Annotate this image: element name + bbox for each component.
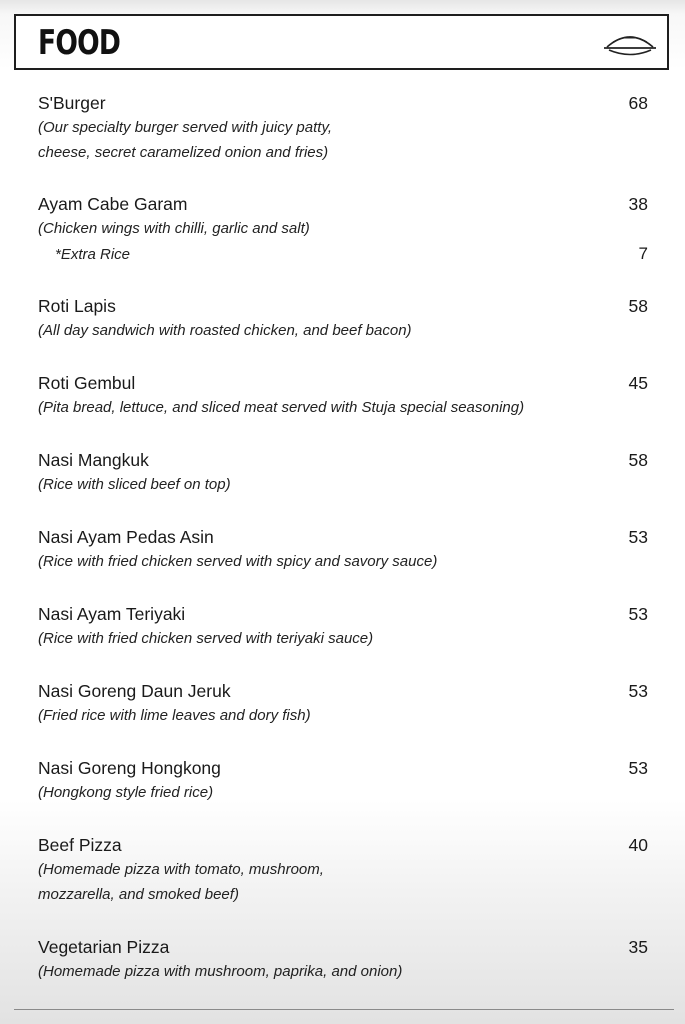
item-name: Nasi Goreng Hongkong — [38, 758, 221, 778]
item-description: cheese, secret caramelized onion and fries) — [38, 144, 329, 161]
menu-item-row — [38, 935, 648, 959]
menu-item-row — [38, 679, 648, 703]
menu-item-row — [38, 294, 648, 318]
menu-item-row — [38, 833, 648, 857]
item-price: 35 — [628, 937, 648, 957]
menu-item — [38, 756, 648, 805]
item-description: (Our specialty burger served with juicy patty, — [38, 119, 333, 136]
menu-item — [38, 91, 648, 165]
menu-item — [38, 525, 648, 574]
section-title: FOOD — [38, 23, 121, 63]
item-price: 53 — [628, 604, 648, 624]
item-price: 68 — [628, 93, 648, 113]
item-name: Beef Pizza — [38, 835, 122, 855]
item-name: Roti Gembul — [38, 373, 136, 393]
item-price: 38 — [628, 194, 648, 214]
item-name: Nasi Goreng Daun Jeruk — [38, 681, 231, 701]
item-description: (Rice with fried chicken served with spicy and savory sauce) — [38, 553, 438, 570]
menu-item — [38, 935, 648, 984]
extra-option — [38, 241, 648, 267]
menu-item — [38, 833, 648, 907]
item-description: (Pita bread, lettuce, and sliced meat served with Stuja special seasoning) — [38, 399, 525, 416]
item-price: 53 — [628, 681, 648, 701]
menu-item — [38, 602, 648, 651]
item-name: Vegetarian Pizza — [38, 937, 170, 957]
item-name: Nasi Ayam Pedas Asin — [38, 527, 214, 547]
item-price: 58 — [628, 450, 648, 470]
item-description: (Homemade pizza with mushroom, paprika, and onion) — [38, 963, 403, 980]
item-description: (Homemade pizza with tomato, mushroom, — [38, 861, 324, 878]
menu-item-row — [38, 525, 648, 549]
item-price: 53 — [628, 758, 648, 778]
item-price: 53 — [628, 527, 648, 547]
item-name: Nasi Ayam Teriyaki — [38, 604, 186, 624]
menu-item-row — [38, 448, 648, 472]
menu-item-row — [38, 756, 648, 780]
item-price: 45 — [628, 373, 648, 393]
item-name: S'Burger — [38, 93, 106, 113]
item-price: 40 — [628, 835, 648, 855]
bowl-icon — [603, 29, 657, 57]
extra-name: *Extra Rice — [55, 246, 131, 263]
menu-item — [38, 371, 648, 420]
item-description: (Hongkong style fried rice) — [38, 784, 214, 801]
item-name: Nasi Mangkuk — [38, 450, 149, 470]
bottom-divider — [14, 1009, 674, 1010]
item-description: mozzarella, and smoked beef) — [38, 886, 239, 903]
item-description: (Fried rice with lime leaves and dory fish) — [38, 707, 311, 724]
menu-item — [38, 679, 648, 728]
menu-item — [38, 294, 648, 343]
menu-item-row — [38, 371, 648, 395]
extra-price: 7 — [638, 244, 648, 263]
menu-item-list — [38, 91, 648, 984]
section-header — [14, 14, 669, 70]
item-name: Ayam Cabe Garam — [38, 194, 188, 214]
menu-item — [38, 192, 648, 267]
item-description: (Rice with sliced beef on top) — [38, 476, 231, 493]
menu-item-row — [38, 192, 648, 216]
menu-item-row — [38, 91, 648, 115]
item-description: (All day sandwich with roasted chicken, and beef bacon) — [38, 322, 412, 339]
item-price: 58 — [628, 296, 648, 316]
item-description: (Chicken wings with chilli, garlic and salt) — [38, 220, 310, 237]
item-name: Roti Lapis — [38, 296, 116, 316]
menu-item-row — [38, 602, 648, 626]
item-description: (Rice with fried chicken served with teriyaki sauce) — [38, 630, 374, 647]
menu-item — [38, 448, 648, 497]
